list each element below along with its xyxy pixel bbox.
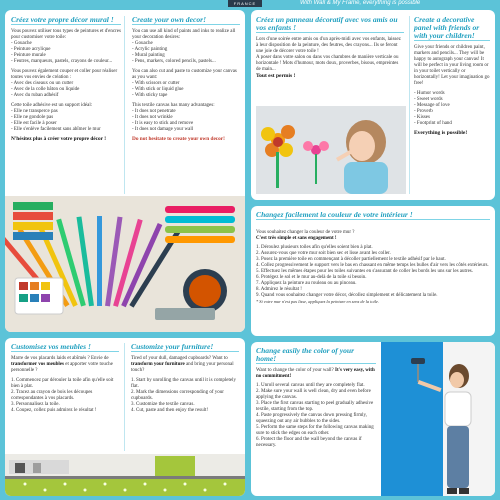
art-supplies-photo bbox=[5, 196, 245, 332]
intro-en-a: Tired of your dull, damaged cupboards? Want to bbox=[131, 356, 228, 361]
panel-title-en: Customize your furniture! bbox=[131, 343, 239, 352]
painted-blue-wall bbox=[381, 342, 443, 496]
steps-list: 1. Déroulez plusieurs toiles afin qu'elles soient bien à plat. 2. Assurez-vous que votre mur soit bien sec et lisse avant les coller. 3. Posez la première toile en commençant à décoller partiellement le textile adhésif par le haut. 4. Collez progressivement le support vers le bas en chassant en même temps les bulles d'air vers les côtés extérieurs. 5. Effectuez les mêmes étapes pour les toiles suivantes en s'assurant de coller les bords les uns sur les autres. 6. Protégez le sol et le mur au-delà de la toile si besoin. 7. Appliquez la peinture au rouleau ou au pinceau. 8. Admirez le résultat ! 9. Quand vous souhaitez changer votre décor, décollez simplement et délicatement la toile. bbox=[256, 245, 489, 298]
panel-title-fr: Créez un panneau décoratif avec vos amis ou vos enfants ! bbox=[256, 16, 404, 33]
intro-fr-c: et apporter votre touche personnelle ? bbox=[11, 362, 113, 373]
child-shirt bbox=[344, 162, 388, 194]
painter-jeans bbox=[447, 426, 469, 488]
intro-fr-a: Marre de vos placards laids et abîmés ? Envie de bbox=[11, 356, 109, 361]
intro-text: Vous souhaitez changer la couleur de votre mur ? bbox=[256, 230, 355, 235]
intro-text: Want to change the color of your wall? bbox=[256, 368, 334, 373]
cta-en: Do not hesitate to create your own decor! bbox=[132, 136, 225, 142]
cta-en: Everything is possible! bbox=[414, 130, 468, 136]
wall-painter-photo bbox=[381, 342, 495, 496]
intro-paints-fr: Vous pouvez utiliser tous types de peintures et d'encres pour customiser votre toile: - Gouache - Peinture acrylique - Peinture murale - Feutres, marqueurs, pastels, crayons de couleur... bbox=[11, 29, 121, 64]
kitchen-furniture-photo bbox=[5, 454, 245, 496]
panel-title-en: Create a decorative panel with friends or with your children! bbox=[414, 16, 490, 41]
watercolor-palette bbox=[15, 278, 63, 314]
child-face bbox=[349, 131, 375, 161]
panel-title: Change easily the color of your home! bbox=[256, 347, 376, 364]
steps-fr: 1. Commencez par dérouler la toile afin qu'elle soit bien à plat. 2. Tracez au crayon de bois les découpes correspondantes à vos placards. 3. Personnalisez la toile. 4. Coupez, collez puis admirez le résultat ! bbox=[11, 378, 114, 413]
paint-tube bbox=[155, 308, 215, 320]
header-bar bbox=[0, 0, 500, 8]
steps-list: 1. Unroll several canvas until they are completely flat. 2. Make sure your wall is well clean, dry and even before applying the canvas. 3. Place the first canvas starting to peel gradually adhesive textile, starting from the top. 4. Paste progressively the canvas down pressing firmly, squeezing out any air bubbles to the sides. 5. Perform the same steps for the following canvas making sure to stick the edges on each other. 6. Protect the floor and the wall beyond the canvas if necessary. bbox=[256, 383, 374, 448]
panel-fr-column bbox=[11, 343, 119, 414]
panel-title-fr: Créez votre propre décor mural ! bbox=[11, 16, 121, 25]
cta-fr: Tout est permis ! bbox=[256, 73, 296, 79]
intro-en bbox=[131, 356, 239, 374]
panel-en-column bbox=[132, 16, 240, 142]
header-tagline: With Wall & My Frame, everything is possible bbox=[300, 0, 421, 6]
intro-bold: It's very easy, with no commitment! bbox=[256, 368, 375, 379]
advantages-fr: Cette toile adhésive est un support idéal: - Elle ne transperce pas - Elle ne gondole pas - Elle est facile à poser - Elle s'enlève facilement sans abîmer le mur bbox=[11, 103, 101, 132]
intro-cut-fr: Vous pouvez également couper et coller pour réaliser toutes vos envies de création : - Avec des ciseaux ou un cutter - Avec de la colle bâton ou liquide - Avec du ruban adhésif bbox=[11, 69, 118, 98]
panel-decorative-friends bbox=[251, 10, 495, 200]
panel-change-color-fr bbox=[251, 206, 495, 336]
panel-create-decor bbox=[5, 10, 245, 332]
green-wall-cabinet bbox=[155, 456, 195, 476]
paint-roller-icon bbox=[411, 358, 425, 364]
list-en: - Humor words - Sweet words - Message of love - Proverb - Kisses - Footprint of hand bbox=[414, 91, 452, 126]
intro-en-bold: transform your furniture bbox=[131, 362, 185, 367]
panel-title: Changez facilement la couleur de votre intérieur ! bbox=[256, 211, 490, 220]
description-en: Give your friends or children paint, markers and pencils... They will be happy to autograph your canvas! It will be perfect in your living room or in your toilet vertically or horizontally! Let your imagination go free! bbox=[414, 45, 490, 86]
panel-change-color-en bbox=[251, 342, 495, 496]
painter-face bbox=[450, 372, 464, 388]
intro-en-c: and bring your personal touch? bbox=[131, 362, 234, 373]
child-painting-photo bbox=[256, 106, 406, 194]
panel-customize-furniture bbox=[5, 338, 245, 496]
intro-bold: C'est très simple et sans engagement ! bbox=[256, 236, 337, 241]
cta-fr: N'hésitez plus à créer votre propre décor ! bbox=[11, 136, 106, 142]
footnote: * Si votre mur n'est pas lisse, appliquez la peinture en sens de la toile. bbox=[256, 299, 380, 304]
description-fr: Lors d'une soirée entre amis ou d'un après-midi avec vos enfants, laissez à leur disposition de la peinture, des feutres, des crayons... Ils se feront une joie de décorer votre toile ! A poser dans votre salon ou dans vos chambres de manière verticale ou horizontale ! Mots d'humour, mots doux, proverbes, bisous, empreintes de main... bbox=[256, 37, 401, 72]
intro-paints-en: You can use all kind of paints and inks to realize all your decoration desires: - Gouache - Acrylic painting - Mural painting - Pens, markers, colored pencils, pastels... bbox=[132, 29, 236, 64]
steps-en: 1. Start by unrolling the canvas until it is completely flat. 2. Mark the dimensions corresponding of your cupboards. 3. Customize the textile canvas. 4. Cut, paste and then enjoy the result! bbox=[131, 378, 236, 413]
panel-title-en: Create your own decor! bbox=[132, 16, 240, 25]
advantages-en: This textile canvas has many advantages: - It does not penetrate - It does not wrinkle - It is easy to stick and remove - It does not damage your wall bbox=[132, 103, 215, 132]
intro-cut-en: You can also cut and paste to customize your canvas as you want: - With scissors or cutter - With stick or liquid glue - With sticky tape bbox=[132, 69, 237, 98]
intro-line bbox=[256, 224, 490, 242]
panel-fr-column bbox=[256, 16, 404, 79]
intro-fr-bold: transformer vos meubles bbox=[11, 362, 64, 367]
brand-logo: FRANCE bbox=[228, 0, 262, 7]
panel-en-column bbox=[414, 16, 490, 136]
intro-fr bbox=[11, 356, 119, 374]
green-dotted-cabinet bbox=[5, 479, 245, 496]
painter-shirt bbox=[445, 392, 471, 426]
panel-title-fr: Customisez vos meubles ! bbox=[11, 343, 119, 352]
panel-fr-column bbox=[11, 16, 121, 142]
intro-line bbox=[256, 368, 376, 380]
panel-en-column bbox=[131, 343, 239, 414]
